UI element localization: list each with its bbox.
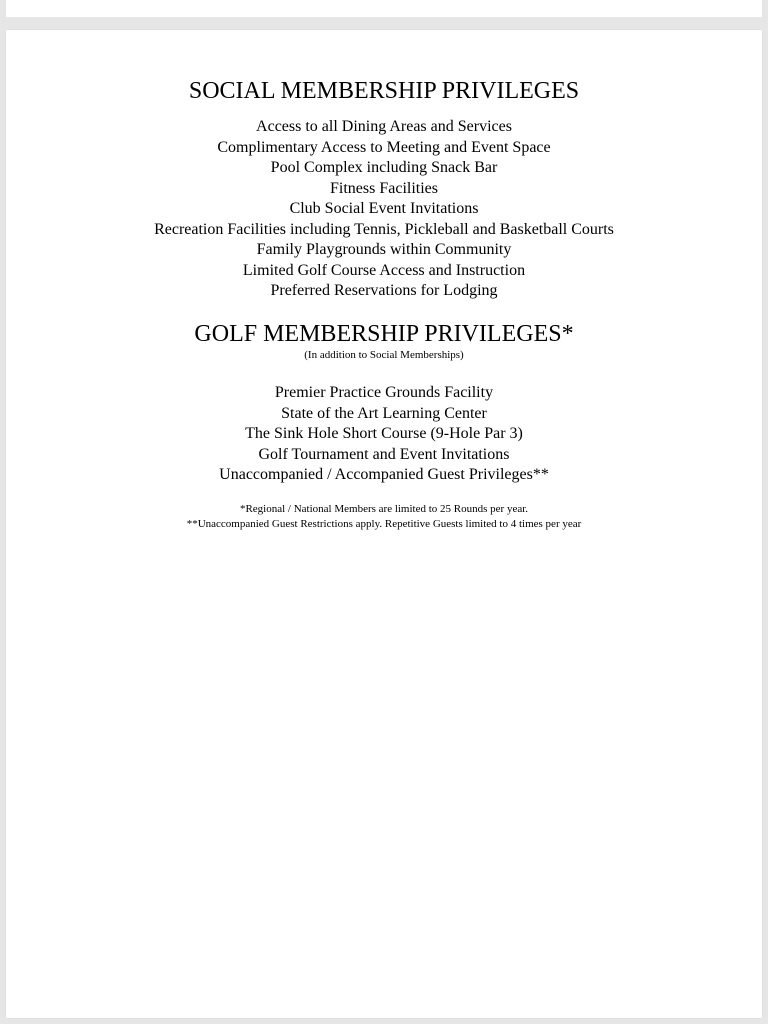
list-item: Club Social Event Invitations [289, 200, 479, 217]
list-item: Limited Golf Course Access and Instruction [242, 261, 526, 279]
footnote-guest-restrictions: **Unaccompanied Guest Restrictions apply. Repetitive Guests limited to 4 times per year [186, 518, 582, 530]
golf-membership-subtitle: (In addition to Social Memberships) [304, 349, 464, 361]
document-page [6, 30, 762, 1018]
list-item: Premier Practice Grounds Facility [274, 384, 494, 401]
golf-membership-title: GOLF MEMBERSHIP PRIVILEGES* [194, 321, 574, 347]
list-item: Access to all Dining Areas and Services [256, 118, 512, 135]
social-privileges-list [6, 117, 762, 302]
previous-page [6, 0, 762, 17]
list-item: Fitness Facilities [330, 179, 438, 197]
list-item: Complimentary Access to Meeting and Event Space [217, 138, 551, 156]
footnotes [6, 502, 762, 532]
list-item: Unaccompanied / Accompanied Guest Privileges** [219, 466, 549, 483]
list-item: Recreation Facilities including Tennis, Pickleball and Basketball Courts [154, 220, 614, 238]
list-item: Family Playgrounds within Community [256, 241, 512, 258]
list-item: Preferred Reservations for Lodging [270, 282, 498, 299]
list-item: Pool Complex including Snack Bar [270, 159, 498, 176]
list-item: Golf Tournament and Event Invitations [258, 445, 510, 463]
golf-privileges-list [6, 383, 762, 486]
list-item: The Sink Hole Short Course (9-Hole Par 3) [245, 425, 523, 442]
footnote-regional-members: *Regional / National Members are limited to 25 Rounds per year. [239, 503, 529, 515]
social-membership-title: SOCIAL MEMBERSHIP PRIVILEGES [188, 78, 580, 104]
list-item: State of the Art Learning Center [281, 404, 487, 422]
